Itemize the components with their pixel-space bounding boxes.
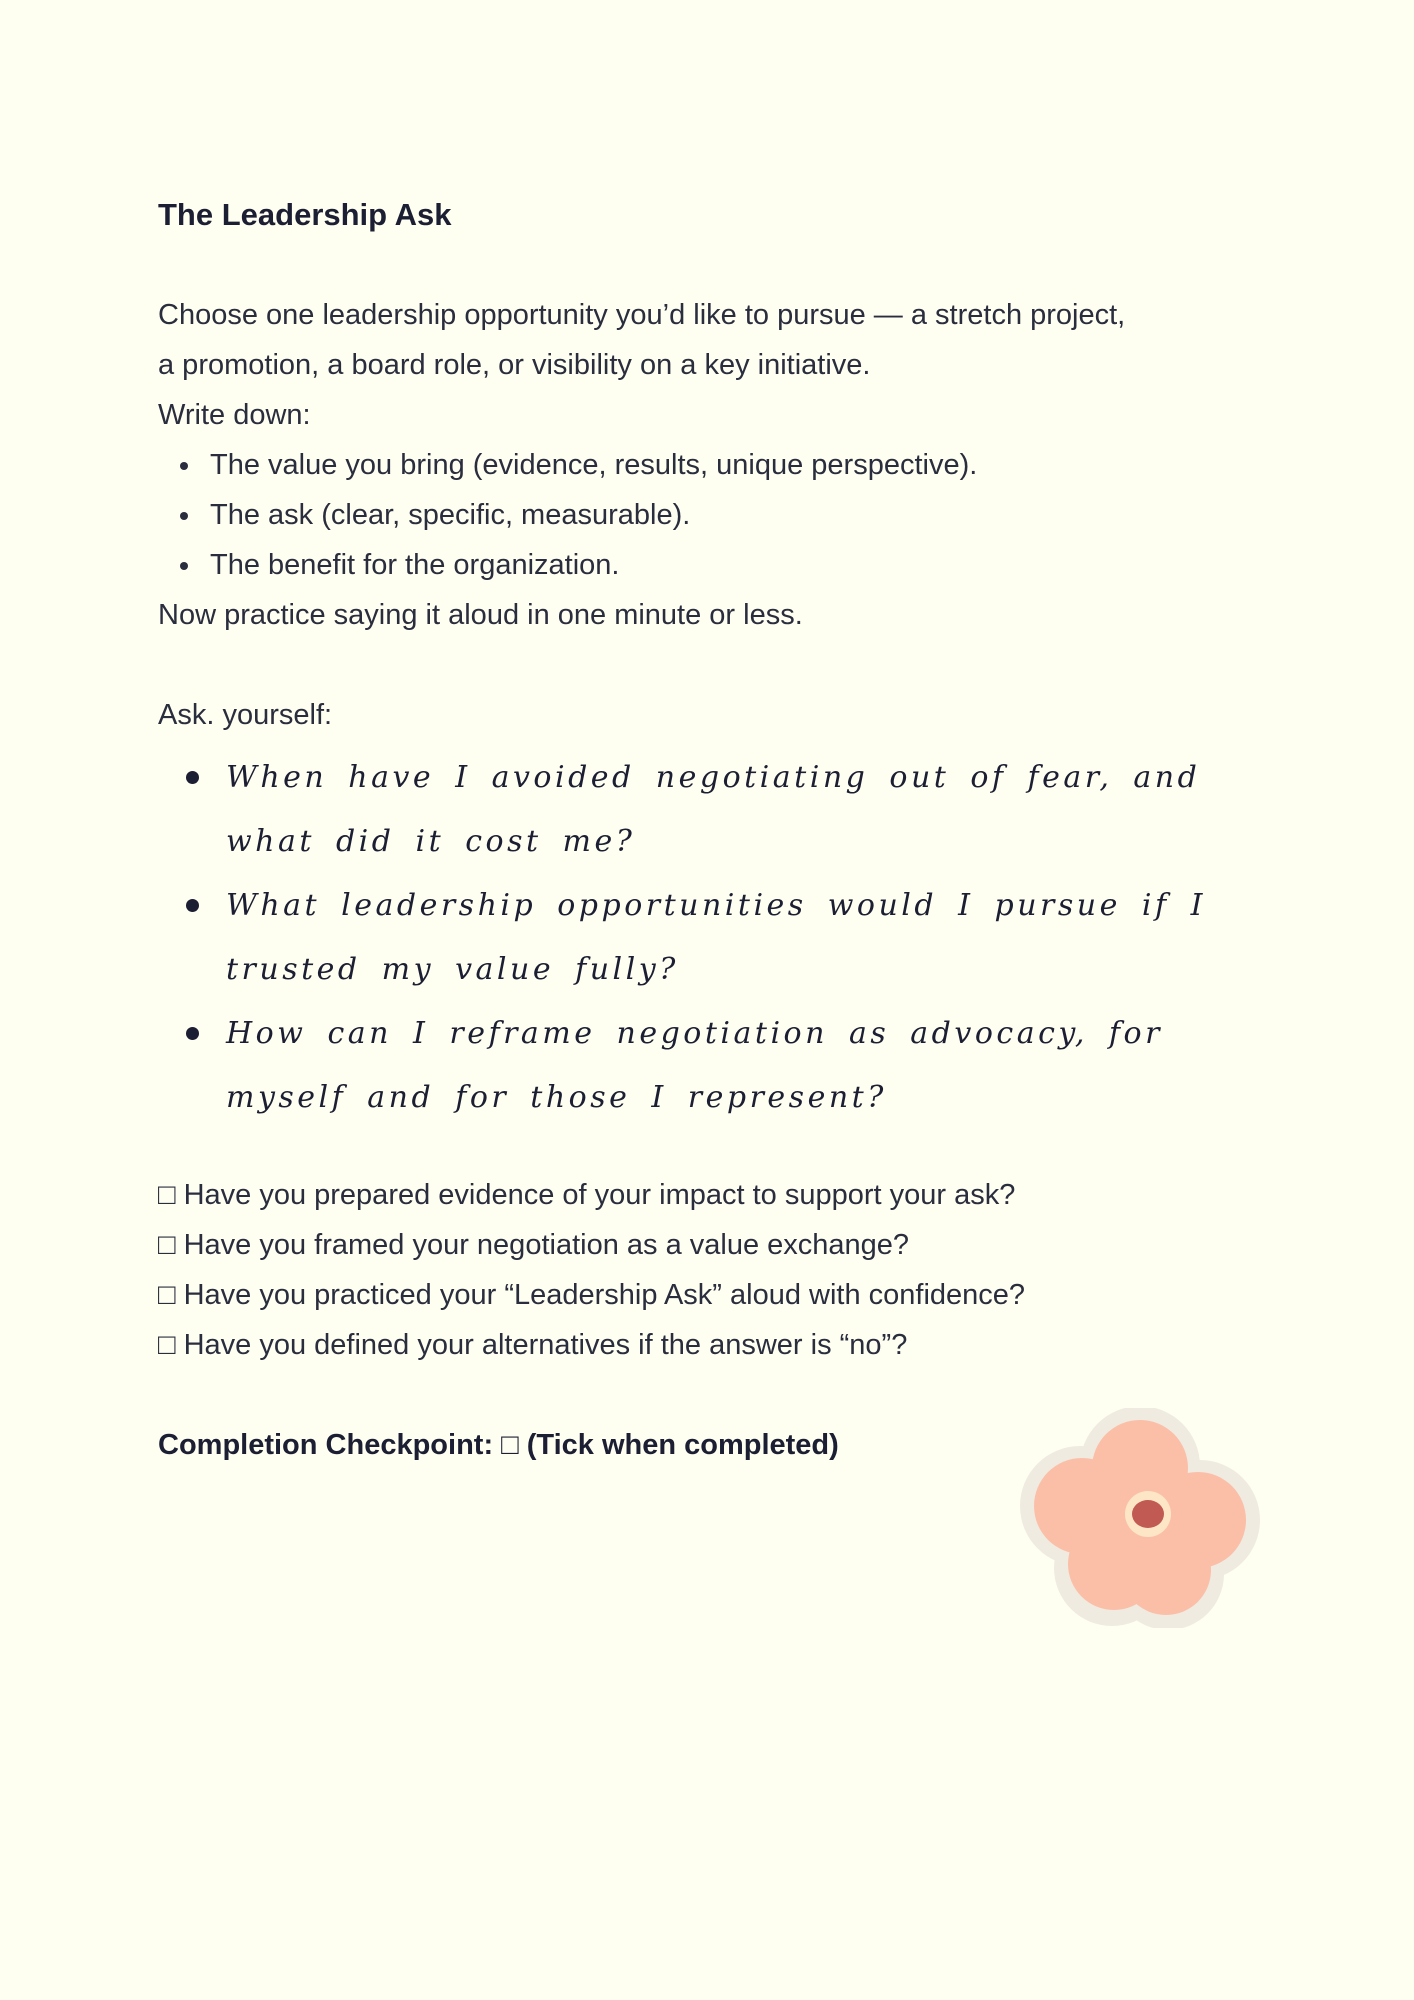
reflection-question: How can I reframe negotiation as advocacy, for myself and for those I represent?: [226, 1002, 1268, 1130]
completion-checkpoint[interactable]: Completion Checkpoint: □ (Tick when completed): [158, 1429, 839, 1461]
checklist-item[interactable]: □ Have you prepared evidence of your impact to support your ask?: [158, 1179, 1016, 1211]
reflection-label: Ask. yourself:: [158, 699, 333, 731]
intro-line-2: a promotion, a board role, or visibility on a key initiative.: [158, 349, 871, 381]
checklist-item[interactable]: □ Have you defined your alternatives if the answer is “no”?: [158, 1329, 908, 1361]
checklist: [158, 1170, 1268, 1370]
checklist-item[interactable]: □ Have you framed your negotiation as a value exchange?: [158, 1229, 910, 1261]
reflection-questions: [158, 746, 1268, 1130]
reflection-question: When have I avoided negotiating out of fear, and what did it cost me?: [226, 746, 1268, 874]
page-title: The Leadership Ask: [158, 197, 452, 232]
flower-svg: [1020, 1408, 1260, 1628]
list-item: The ask (clear, specific, measurable).: [210, 490, 1268, 540]
checklist-item[interactable]: □ Have you practiced your “Leadership Ask” aloud with confidence?: [158, 1279, 1026, 1311]
practice-instruction: Now practice saying it aloud in one minute or less.: [158, 599, 803, 631]
worksheet-page: [158, 190, 1268, 1470]
write-down-label: Write down:: [158, 399, 311, 431]
intro-line-1: Choose one leadership opportunity you’d like to pursue — a stretch project,: [158, 299, 1126, 331]
reflection-question: What leadership opportunities would I pursue if I trusted my value fully?: [226, 874, 1268, 1002]
list-item: The benefit for the organization.: [210, 540, 1268, 590]
list-item: The value you bring (evidence, results, unique perspective).: [210, 440, 1268, 490]
write-down-list: [158, 440, 1268, 590]
flower-sticker-icon: [1020, 1408, 1260, 1628]
flower-center: [1132, 1500, 1164, 1528]
